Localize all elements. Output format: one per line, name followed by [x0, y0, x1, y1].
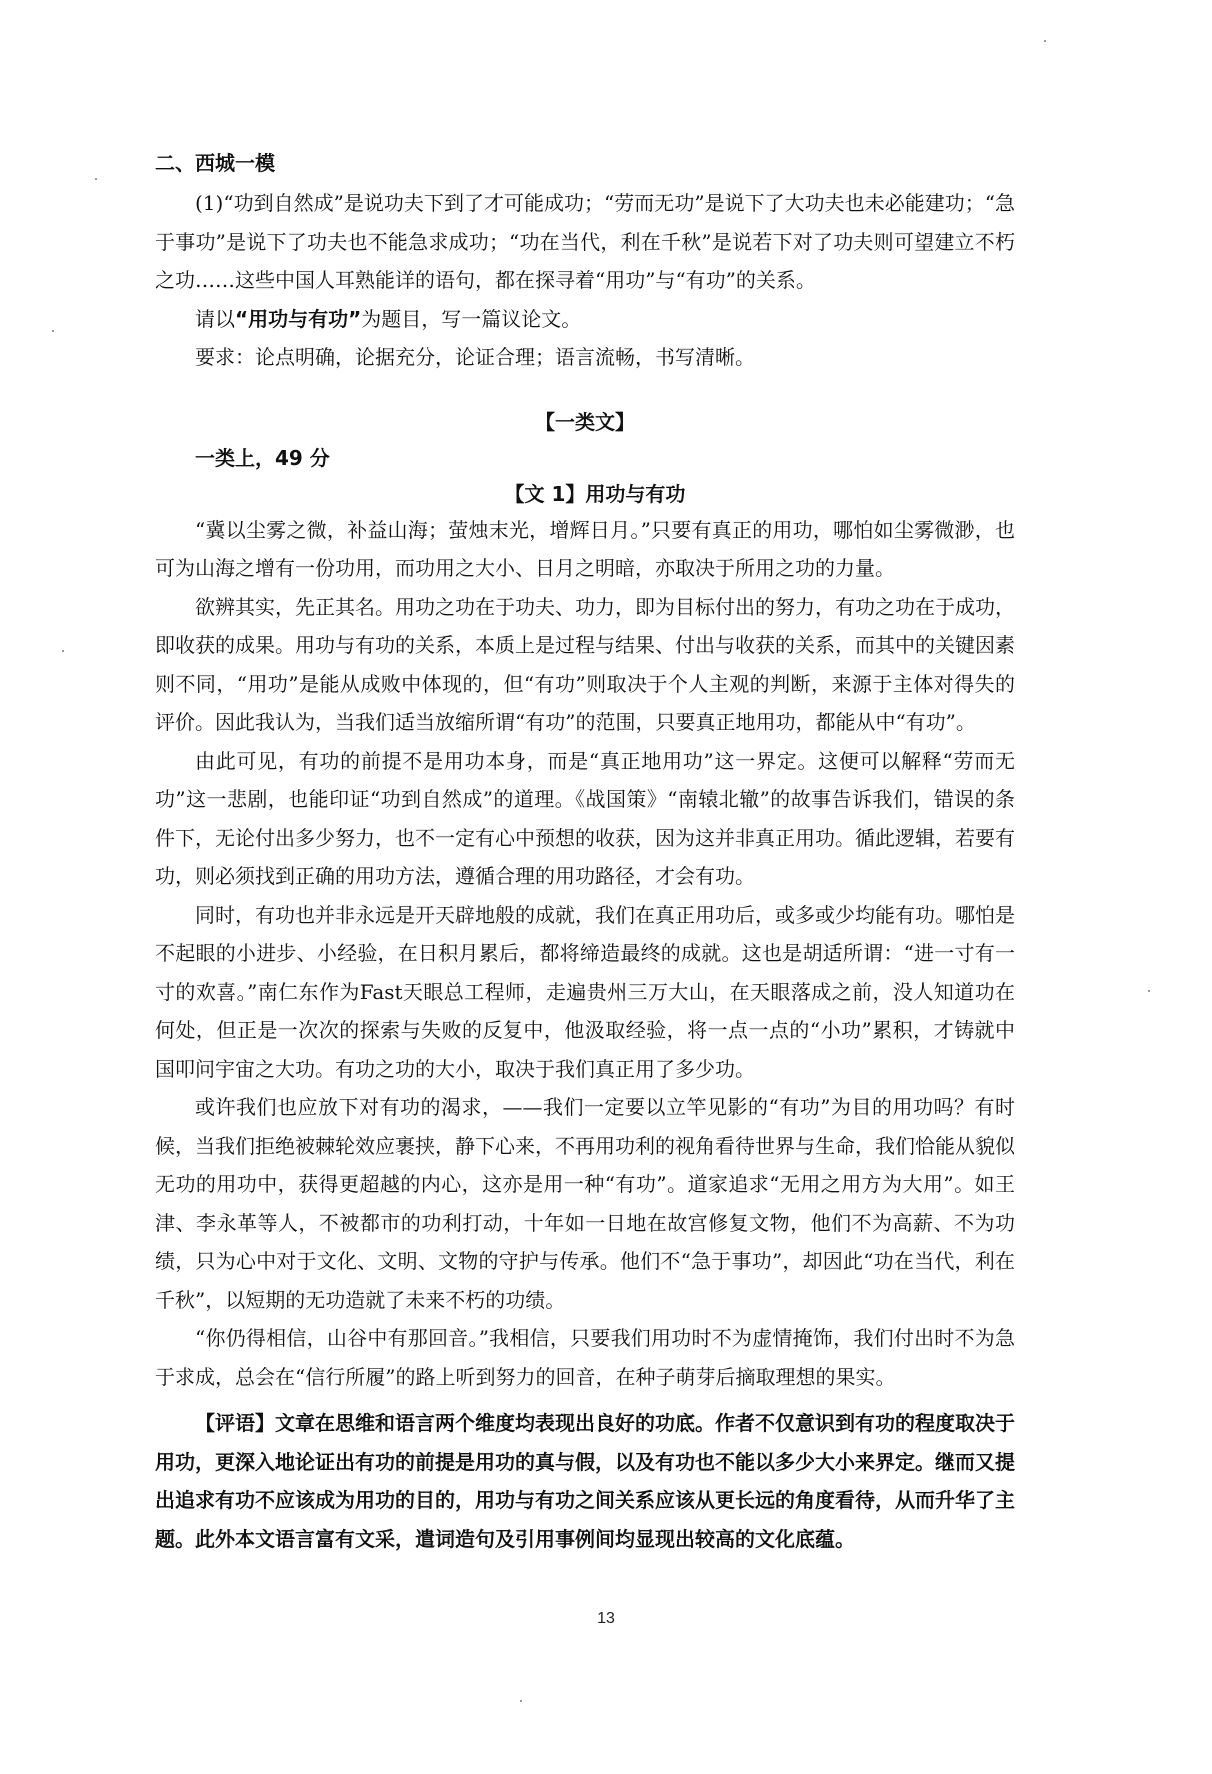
teacher-comment: 【评语】文章在思维和语言两个维度均表现出良好的功底。作者不仅意识到有功的程度取决于用功，更深入地论证出有功的前提是用功的真与假，以及有功也不能以多少大小来界定。继而又提出追求有功不应该成为用功的目的，用功与有功之间关系应该从更长远的角度看待，从而升华了主题。此外本文语言富有文采，遣词造句及引用事例间均显现出较高的文化底蕴。 — [155, 1411, 1015, 1551]
scan-speck — [1148, 990, 1150, 992]
essay-paragraph: 由此可见，有功的前提不是用功本身，而是“真正地用功”这一界定。这便可以解释“劳而无功”这一悲剧，也能印证“功到自然成”的道理。《战国策》“南辕北辙”的故事告诉我们，错误的条件下，无论付出多少努力，也不一定有心中预想的收获，因为这并非真正用功。循此逻辑，若要有功，则必须找到正确的用功方法，遵循合理的用功路径，才会有功。 — [155, 748, 1015, 888]
scan-speck — [52, 330, 54, 332]
scan-speck — [1044, 40, 1046, 42]
essay-paragraph: 欲辨其实，先正其名。用功之功在于功夫、功力，即为目标付出的努力，有功之功在于成功，即收获的成果。用功与有功的关系，本质上是过程与结果、付出与收获的关系，而其中的关键因素则不同，“用功”是能从成败中体现的，但“有功”则取决于个人主观的判断，来源于主体对得失的评价。因此我认为，当我们适当放缩所谓“有功”的范围，只要真正地用功，都能从中“有功”。 — [155, 594, 1015, 734]
prompt-requirements: 要求：论点明确，论据充分，论证合理；语言流畅，书写清晰。 — [195, 345, 755, 369]
category-heading: 【一类文】 — [535, 409, 635, 434]
scan-speck — [520, 1700, 522, 1702]
prompt-task-prefix: 请以 — [195, 306, 235, 331]
essay-paragraph: “你仍得相信，山谷中有那回音。”我相信，只要我们用功时不为虚情掩饰，我们付出时不为急于求成，总会在“信行所履”的路上听到努力的回音，在种子萌芽后摘取理想的果实。 — [155, 1326, 1015, 1389]
document-content — [155, 148, 1015, 1558]
page-number: 13 — [597, 1610, 615, 1627]
scan-speck — [95, 178, 97, 180]
prompt-intro: (1)“功到自然成”是说功夫下到了才可能成功；“劳而无功”是说下了大功夫也未必能建功；“急于事功”是说下了功夫也不能急求成功；“功在当代，利在千秋”是说若下对了功夫则可望建立不朽之功……这些中国人耳熟能详的语句，都在探寻着“用功”与“有功”的关系。 — [155, 191, 1015, 292]
essay-paragraph: 同时，有功也并非永远是开天辟地般的成就，我们在真正用功后，或多或少均能有功。哪怕是不起眼的小进步、小经验，在日积月累后，都将缔造最终的成就。这也是胡适所谓：“进一寸有一寸的欢喜。”南仁东作为Fast天眼总工程师，走遍贵州三万大山，在天眼落成之前，没人知道功在何处，但正是一次次的探索与失败的反复中，他汲取经验，将一点一点的“小功”累积，才铸就中国叩问宇宙之大功。有功之功的大小，取决于我们真正用了多少功。 — [155, 902, 1015, 1081]
essay-title: 【文 1】用功与有功 — [504, 481, 686, 506]
prompt-task-suffix: 为题目，写一篇议论文。 — [361, 306, 582, 331]
scan-speck — [62, 650, 64, 652]
section-heading: 二、西城一模 — [155, 151, 275, 175]
essay-paragraph: “冀以尘雾之微，补益山海；萤烛末光，增辉日月。”只要有真正的用功，哪怕如尘雾微渺，也可为山海之增有一份功用，而功用之大小、日月之明暗，亦取决于所用之功的力量。 — [155, 517, 1015, 580]
essay-paragraph: 或许我们也应放下对有功的渴求，——我们一定要以立竿见影的“有功”为目的用功吗？有时候，当我们拒绝被棘轮效应裹挟，静下心来，不再用功利的视角看待世界与生命，我们恰能从貌似无功的用功中，获得更超越的内心，这亦是用一种“有功”。道家追求“无用之用方为大用”。如王津、李永革等人，不被都市的功利打动，十年如一日地在故宫修复文物，他们不为高薪、不为功绩，只为心中对于文化、文明、文物的守护与传承。他们不“急于事功”，却因此“功在当代，利在千秋”，以短期的无功造就了未来不朽的功绩。 — [155, 1095, 1015, 1312]
grade-label: 一类上，49 分 — [195, 445, 330, 470]
prompt-task-title: “用功与有功” — [235, 306, 362, 331]
prompt-task — [155, 300, 1015, 339]
